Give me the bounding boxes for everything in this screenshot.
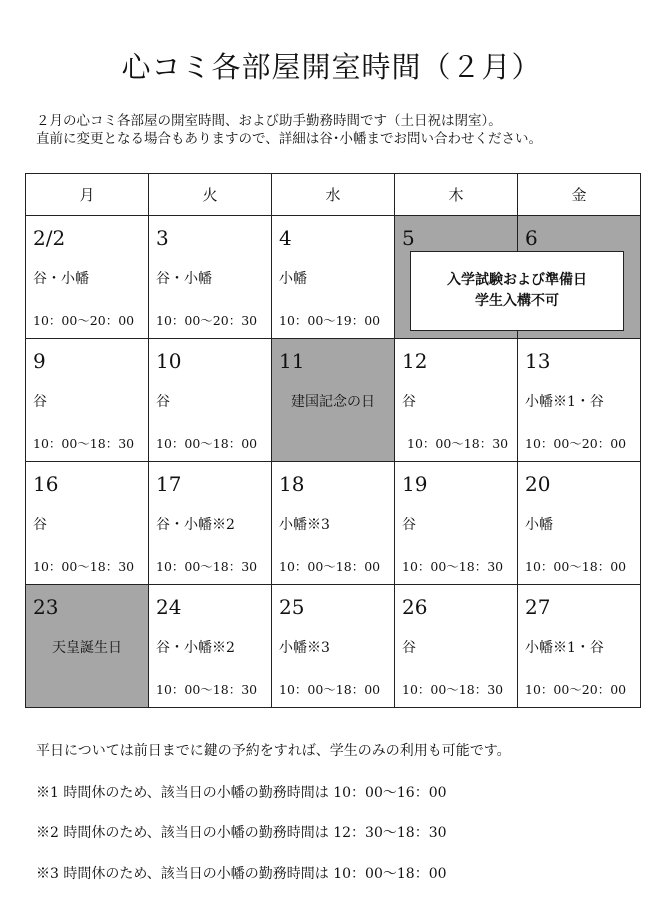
day-cell [26, 339, 149, 462]
staff-names: 谷・小幡 [33, 271, 89, 287]
open-hours: 10：00〜18：30 [33, 559, 135, 574]
open-hours: 10：00〜18：30 [407, 436, 509, 451]
staff-names: 谷 [402, 394, 416, 410]
day-cell [149, 216, 272, 339]
day-cell [26, 585, 149, 708]
page-title: 心コミ各部屋開室時間（２月） [121, 50, 542, 84]
intro-line: ２月の心コミ各部屋の開室時間、および助手勤務時間です（土日祝は閉室）。 [36, 113, 502, 129]
day-cell [395, 339, 518, 462]
holiday-label: 建国記念の日 [291, 394, 375, 410]
weekday-header: 月 [26, 174, 149, 216]
week-row [26, 339, 641, 462]
staff-names: 小幡※3 [279, 517, 330, 533]
day-number: 18 [279, 472, 305, 496]
open-hours: 10：00〜20：00 [33, 313, 135, 328]
open-hours: 10：00〜20：00 [525, 436, 627, 451]
notice-line: 入学試験および準備日 [447, 272, 587, 288]
day-cell [395, 585, 518, 708]
day-cell [395, 462, 518, 585]
weekday-header-row [26, 174, 641, 216]
open-hours: 10：00〜18：00 [279, 682, 381, 697]
staff-names: 小幡 [279, 271, 307, 287]
open-hours: 10：00〜18：30 [33, 436, 135, 451]
intro-text [36, 112, 542, 148]
day-number: 27 [525, 595, 551, 619]
staff-names: 谷 [156, 394, 170, 410]
day-number: 4 [279, 226, 292, 250]
day-cell [272, 216, 395, 339]
staff-names: 小幡※1・谷 [525, 394, 604, 410]
day-number: 6 [525, 226, 538, 250]
day-cell [518, 462, 641, 585]
day-number: 26 [402, 595, 428, 619]
holiday-label: 天皇誕生日 [52, 640, 122, 656]
day-number: 16 [33, 472, 59, 496]
staff-names: 小幡※1・谷 [525, 640, 604, 656]
day-number: 13 [525, 349, 551, 373]
open-hours: 10：00〜18：30 [402, 682, 504, 697]
day-number: 20 [525, 472, 551, 496]
day-cell [518, 585, 641, 708]
staff-names: 谷 [33, 517, 47, 533]
weekday-header: 水 [272, 174, 395, 216]
open-hours: 10：00〜18：00 [525, 559, 627, 574]
open-hours: 10：00〜20：00 [525, 682, 627, 697]
open-hours: 10：00〜18：30 [402, 559, 504, 574]
day-number: 17 [156, 472, 182, 496]
day-number: 24 [156, 595, 182, 619]
day-cell [272, 462, 395, 585]
staff-names: 谷・小幡※2 [156, 640, 235, 656]
notice-line: 学生入構不可 [475, 293, 559, 309]
staff-names: 谷 [402, 640, 416, 656]
day-number: 19 [402, 472, 428, 496]
open-hours: 10：00〜18：00 [156, 436, 258, 451]
day-number: 3 [156, 226, 169, 250]
entrance-exam-notice [410, 251, 624, 331]
day-cell [518, 339, 641, 462]
open-hours: 10：00〜18：00 [279, 559, 381, 574]
day-cell [26, 462, 149, 585]
footnote-1: ※1 時間休のため、該当日の小幡の勤務時間は 10：00〜16：00 [36, 785, 447, 801]
week-row [26, 462, 641, 585]
staff-names: 小幡 [525, 517, 553, 533]
weekday-header: 木 [395, 174, 518, 216]
day-cell [149, 339, 272, 462]
day-number: 12 [402, 349, 428, 373]
day-number: 25 [279, 595, 305, 619]
staff-names: 谷 [33, 394, 47, 410]
staff-names: 谷・小幡 [156, 271, 212, 287]
staff-names: 小幡※3 [279, 640, 330, 656]
day-cell [149, 585, 272, 708]
week-row [26, 585, 641, 708]
day-number: 11 [279, 349, 305, 373]
open-hours: 10：00〜18：30 [156, 559, 258, 574]
weekday-header: 火 [149, 174, 272, 216]
day-cell [272, 339, 395, 462]
day-number: 5 [402, 226, 415, 250]
day-number: 10 [156, 349, 182, 373]
intro-line: 直前に変更となる場合もありますので、詳細は谷･小幡までお問い合わせください。 [36, 131, 542, 147]
day-cell [272, 585, 395, 708]
footnote-3: ※3 時間休のため、該当日の小幡の勤務時間は 10：00〜18：00 [36, 866, 447, 882]
staff-names: 谷・小幡※2 [156, 517, 235, 533]
open-hours: 10：00〜19：00 [279, 313, 381, 328]
open-hours: 10：00〜18：30 [156, 682, 258, 697]
day-number: 23 [33, 595, 59, 619]
footnote-2: ※2 時間休のため、該当日の小幡の勤務時間は 12：30〜18：30 [36, 825, 447, 841]
day-cell [26, 216, 149, 339]
open-hours: 10：00〜20：30 [156, 313, 258, 328]
day-number: 9 [33, 349, 46, 373]
day-number: 2/2 [33, 226, 66, 250]
weekday-header: 金 [518, 174, 641, 216]
day-cell [149, 462, 272, 585]
footnote-general: 平日については前日までに鍵の予約をすれば、学生のみの利用も可能です。 [36, 743, 511, 759]
staff-names: 谷 [402, 517, 416, 533]
